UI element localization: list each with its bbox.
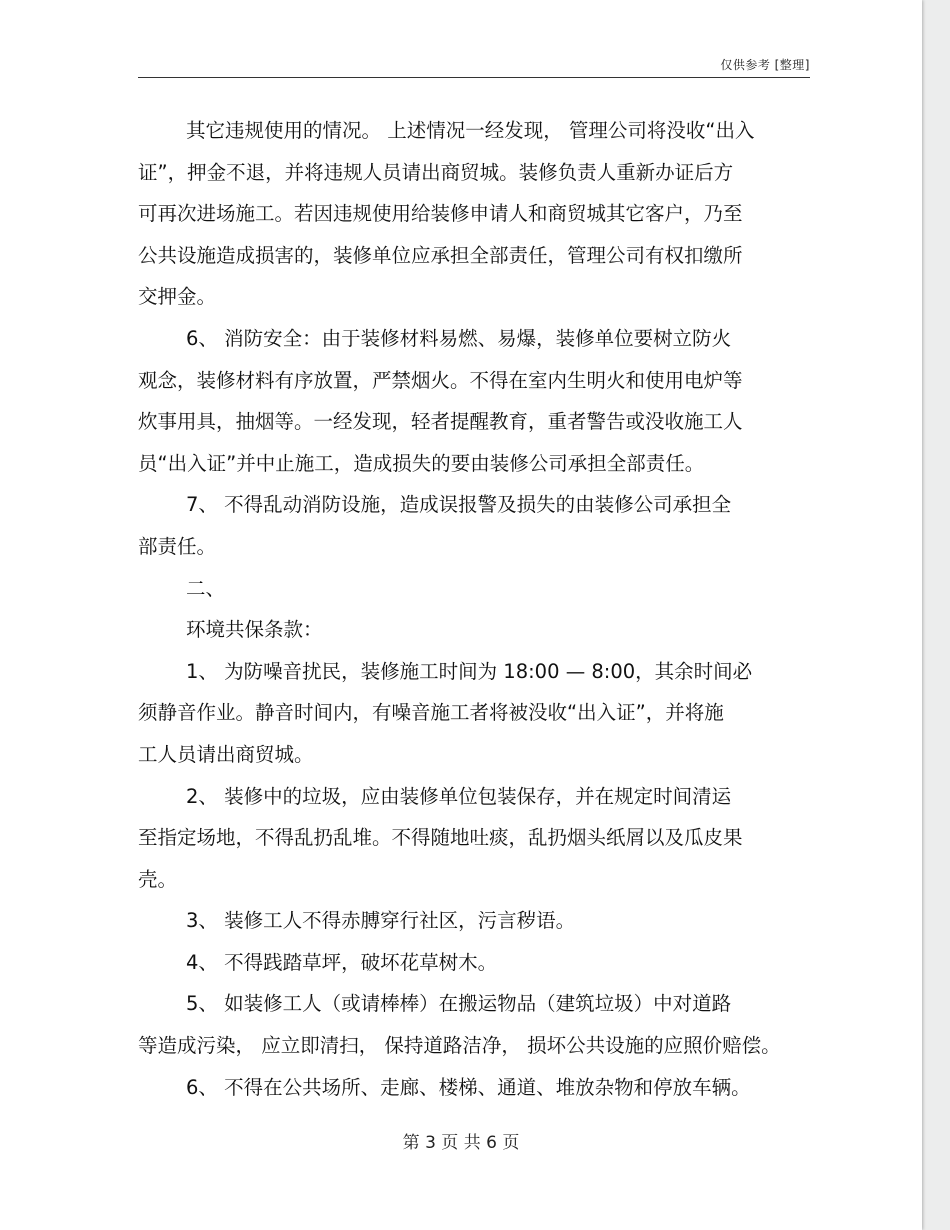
text-line: 6、 消防安全：由于装修材料易燃、易爆，装修单位要树立防火 bbox=[186, 326, 732, 350]
text-line: 工人员请出商贸城。 bbox=[138, 742, 314, 766]
section-title: 环境共保条款： bbox=[186, 618, 323, 642]
text-line: 可再次进场施工。若因违规使用给装修申请人和商贸城其它客户，乃至 bbox=[138, 202, 743, 226]
text-line: 员“出入证”并中止施工，造成损失的要由装修公司承担全部责任。 bbox=[138, 451, 705, 475]
text-line: 至指定场地，不得乱扔乱堆。不得随地吐痰，乱扔烟头纸屑以及瓜皮果 bbox=[138, 826, 743, 850]
text-line: 公共设施造成损害的，装修单位应承担全部责任，管理公司有权扣缴所 bbox=[138, 243, 743, 267]
text-line: 其它违规使用的情况。 上述情况一经发现， 管理公司将没收“出入 bbox=[186, 119, 755, 142]
text-line: 3、 装修工人不得赤膊穿行社区，污言秽语。 bbox=[186, 909, 576, 933]
header-note: 仅供参考 [整理] bbox=[720, 58, 810, 72]
text-line: 7、 不得乱动消防设施，造成误报警及损失的由装修公司承担全 bbox=[186, 493, 732, 517]
text-line: 1、 为防噪音扰民，装修施工时间为 18:00 — 8:00，其余时间必 bbox=[186, 659, 753, 683]
text-line: 4、 不得践踏草坪，破坏花草树木。 bbox=[186, 950, 498, 974]
text-line: 等造成污染， 应立即清扫， 保持道路洁净， 损坏公共设施的应照价赔偿。 bbox=[138, 1034, 781, 1058]
section-heading: 二、 bbox=[186, 576, 226, 600]
text-line: 须静音作业。静音时间内，有噪音施工者将被没收“出入证”，并将施 bbox=[138, 701, 724, 725]
text-line: 6、 不得在公共场所、走廊、楼梯、通道、堆放杂物和停放车辆。 bbox=[186, 1075, 751, 1099]
text-line: 证”，押金不退，并将违规人员请出商贸城。装修负责人重新办证后方 bbox=[138, 160, 734, 184]
text-line: 5、 如装修工人（或请棒棒）在搬运物品（建筑垃圾）中对道路 bbox=[186, 992, 732, 1016]
text-line: 炊事用具，抽烟等。一经发现，轻者提醒教育，重者警告或没收施工人 bbox=[138, 410, 743, 434]
text-line: 观念，装修材料有序放置，严禁烟火。不得在室内生明火和使用电炉等 bbox=[138, 368, 743, 392]
text-line: 壳。 bbox=[138, 867, 178, 891]
page-footer: 第 3 页 共 6 页 bbox=[402, 1133, 520, 1153]
text-line: 2、 装修中的垃圾，应由装修单位包装保存，并在规定时间清运 bbox=[186, 784, 732, 808]
text-line: 部责任。 bbox=[138, 534, 217, 558]
header-rule bbox=[138, 77, 810, 78]
body-text bbox=[138, 110, 810, 1108]
text-line: 交押金。 bbox=[138, 285, 217, 309]
